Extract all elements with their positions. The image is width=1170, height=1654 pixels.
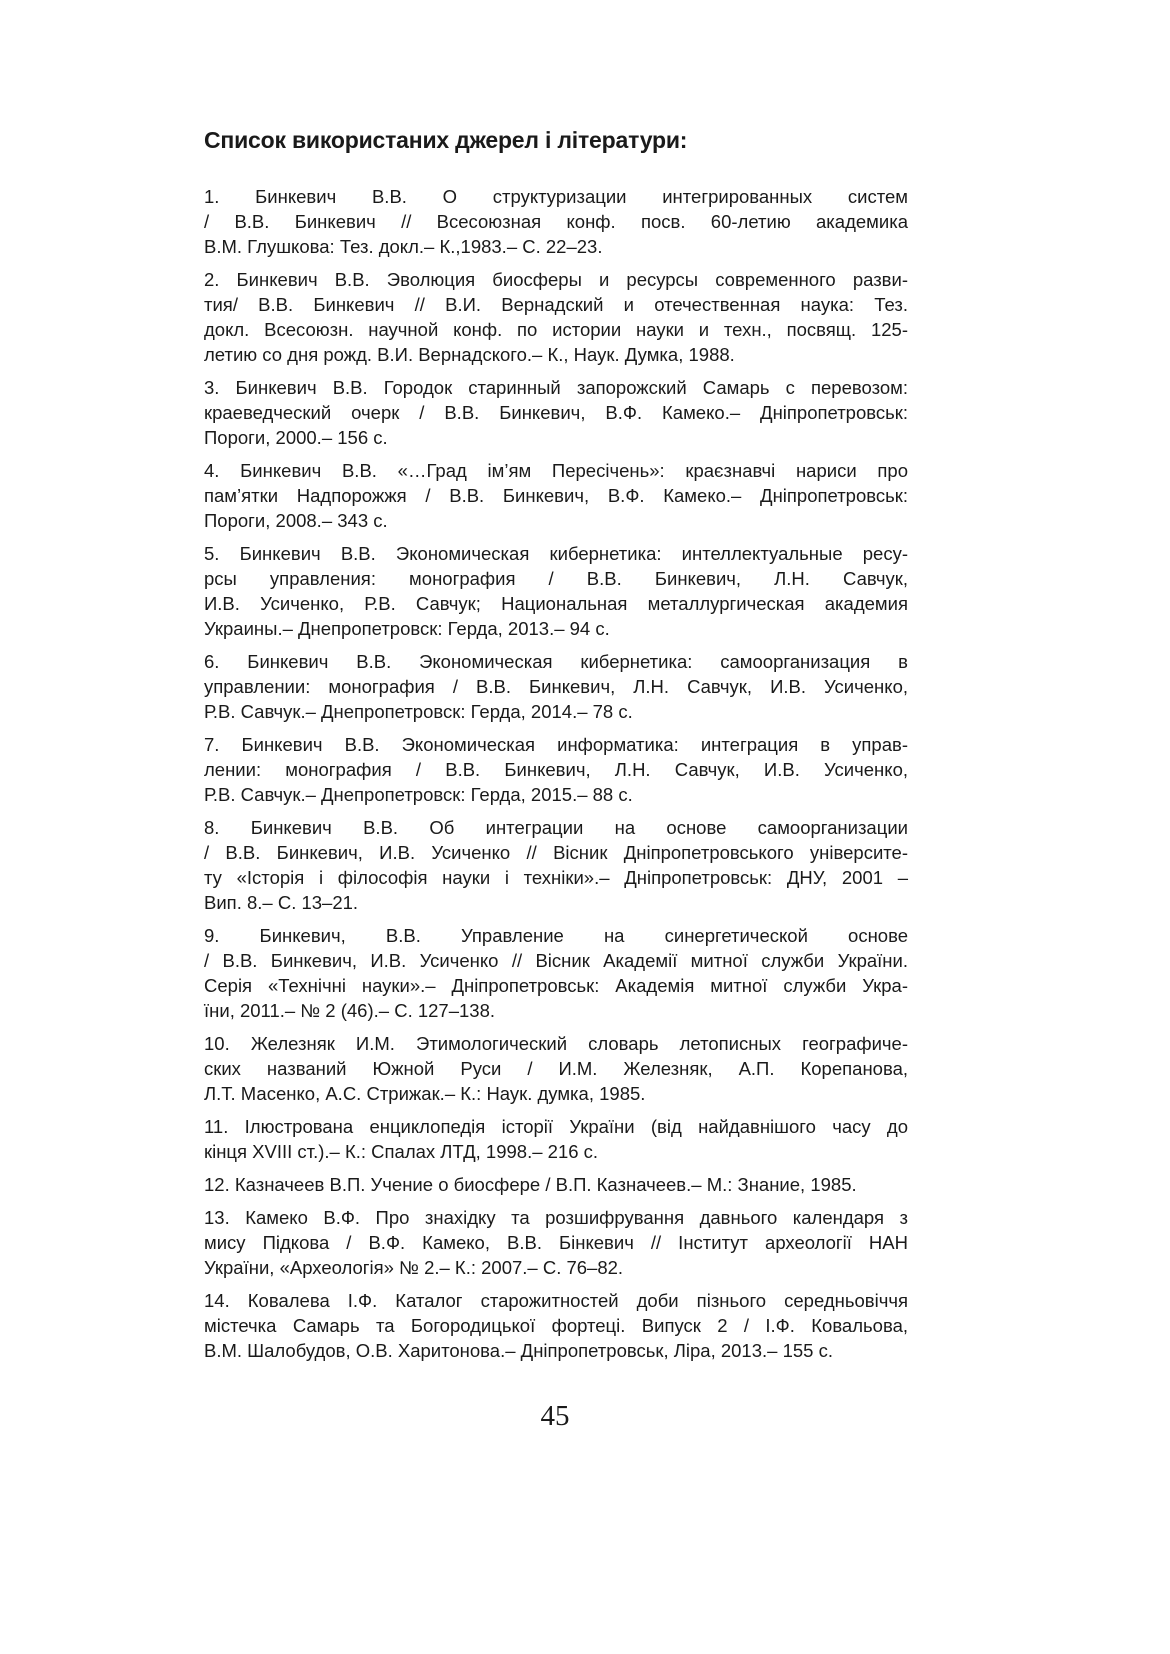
reference-line: Л.Т. Масенко, А.С. Стрижак.– К.: Наук. думка, 1985. xyxy=(204,1083,646,1104)
reference-line: / В.В. Бинкевич, И.В. Усиченко // Вісник Академії митної служби України. xyxy=(204,950,908,971)
reference-line: України, «Археологія» № 2.– К.: 2007.– С. 76–82. xyxy=(204,1257,624,1278)
reference-line: 6. Бинкевич В.В. Экономическая кибернетика: самоорганизация в xyxy=(204,651,908,672)
reference-line: 14. Ковалева І.Ф. Каталог старожитностей доби пізнього середньовіччя xyxy=(204,1290,908,1311)
reference-line: управлении: монография / В.В. Бинкевич, Л.Н. Савчук, И.В. Усиченко, xyxy=(204,676,908,697)
reference-line: 10. Железняк И.М. Этимологический словарь летописных географиче- xyxy=(204,1033,908,1054)
reference-line: 12. Казначеев В.П. Учение о биосфере / В.П. Казначеев.– М.: Знание, 1985. xyxy=(204,1174,857,1195)
reference-item xyxy=(204,458,908,533)
reference-line: Р.В. Савчук.– Днепропетровск: Герда, 2014.– 78 с. xyxy=(204,701,633,722)
reference-line: Р.В. Савчук.– Днепропетровск: Герда, 2015.– 88 с. xyxy=(204,784,633,805)
reference-line: 3. Бинкевич В.В. Городок старинный запорожский Самарь с перевозом: xyxy=(204,377,908,398)
reference-item xyxy=(204,541,908,641)
reference-line: 11. Ілюстрована енциклопедія історії України (від найдавнішого часу до xyxy=(204,1116,908,1137)
reference-item xyxy=(204,649,908,724)
reference-item xyxy=(204,1031,908,1106)
reference-line: Серія «Технічні науки».– Дніпропетровськ: Академія митної служби Укра- xyxy=(204,975,908,996)
reference-line: летию со дня рожд. В.И. Вернадского.– К., Наук. Думка, 1988. xyxy=(204,344,735,365)
page-number: 45 xyxy=(540,1400,570,1432)
reference-line: Пороги, 2008.– 343 с. xyxy=(204,510,388,531)
reference-line: В.М. Глушкова: Тез. докл.– К.,1983.– С. 22–23. xyxy=(204,236,603,257)
reference-line: И.В. Усиченко, Р.В. Савчук; Национальная металлургическая академия xyxy=(204,593,908,614)
reference-line: рсы управления: монография / В.В. Бинкевич, Л.Н. Савчук, xyxy=(204,568,908,589)
reference-item xyxy=(204,1205,908,1280)
reference-line: тия/ В.В. Бинкевич // В.И. Вернадский и отечественная наука: Тез. xyxy=(204,294,908,315)
reference-line: 9. Бинкевич, В.В. Управление на синергетической основе xyxy=(204,925,908,946)
reference-item xyxy=(204,1172,908,1197)
reference-item xyxy=(204,815,908,915)
reference-line: ту «Історія і філософія науки і техніки».– Дніпропетровськ: ДНУ, 2001 – xyxy=(204,867,908,888)
reference-item xyxy=(204,267,908,367)
reference-line: 5. Бинкевич В.В. Экономическая кибернетика: интеллектуальные ресу- xyxy=(204,543,908,564)
reference-line: мису Підкова / В.Ф. Камеко, В.В. Бінкевич // Інститут археології НАН xyxy=(204,1232,908,1253)
reference-list xyxy=(204,184,908,1371)
reference-line: / В.В. Бинкевич, И.В. Усиченко // Вісник Дніпропетровського університе- xyxy=(204,842,908,863)
reference-line: краеведческий очерк / В.В. Бинкевич, В.Ф. Камеко.– Дніпропетровськ: xyxy=(204,402,908,423)
reference-line: містечка Самарь та Богородицької фортеці. Випуск 2 / І.Ф. Ковальова, xyxy=(204,1315,908,1336)
reference-line: 8. Бинкевич В.В. Об интеграции на основе самоорганизации xyxy=(204,817,908,838)
page-title: Список використаних джерел і літератури: xyxy=(204,127,688,153)
reference-line: / В.В. Бинкевич // Всесоюзная конф. посв. 60-летию академика xyxy=(204,211,908,232)
reference-item xyxy=(204,375,908,450)
reference-line: кінця XVIII ст.).– К.: Спалах ЛТД, 1998.– 216 с. xyxy=(204,1141,599,1162)
reference-item xyxy=(204,1288,908,1363)
reference-item xyxy=(204,923,908,1023)
reference-item xyxy=(204,1114,908,1164)
reference-line: лении: монография / В.В. Бинкевич, Л.Н. Савчук, И.В. Усиченко, xyxy=(204,759,908,780)
reference-item xyxy=(204,184,908,259)
reference-line: їни, 2011.– № 2 (46).– С. 127–138. xyxy=(204,1000,496,1021)
reference-line: В.М. Шалобудов, О.В. Харитонова.– Дніпропетровськ, Ліра, 2013.– 155 с. xyxy=(204,1340,833,1361)
reference-line: докл. Всесоюзн. научной конф. по истории науки и техн., посвящ. 125- xyxy=(204,319,908,340)
reference-line: 13. Камеко В.Ф. Про знахідку та розшифрування давнього календаря з xyxy=(204,1207,908,1228)
reference-item xyxy=(204,732,908,807)
reference-line: Пороги, 2000.– 156 с. xyxy=(204,427,388,448)
reference-line: ских названий Южной Руси / И.М. Железняк, А.П. Корепанова, xyxy=(204,1058,908,1079)
reference-line: 7. Бинкевич В.В. Экономическая информатика: интеграция в управ- xyxy=(204,734,908,755)
reference-line: Украины.– Днепропетровск: Герда, 2013.– 94 с. xyxy=(204,618,610,639)
reference-line: 1. Бинкевич В.В. О структуризации интегрированных систем xyxy=(204,186,908,207)
reference-line: пам’ятки Надпорожжя / В.В. Бинкевич, В.Ф. Камеко.– Дніпропетровськ: xyxy=(204,485,908,506)
reference-line: Вип. 8.– С. 13–21. xyxy=(204,892,359,913)
reference-line: 2. Бинкевич В.В. Эволюция биосферы и ресурсы современного разви- xyxy=(204,269,908,290)
reference-line: 4. Бинкевич В.В. «…Град ім’ям Пересічень»: краєзнавчі нариси про xyxy=(204,460,908,481)
